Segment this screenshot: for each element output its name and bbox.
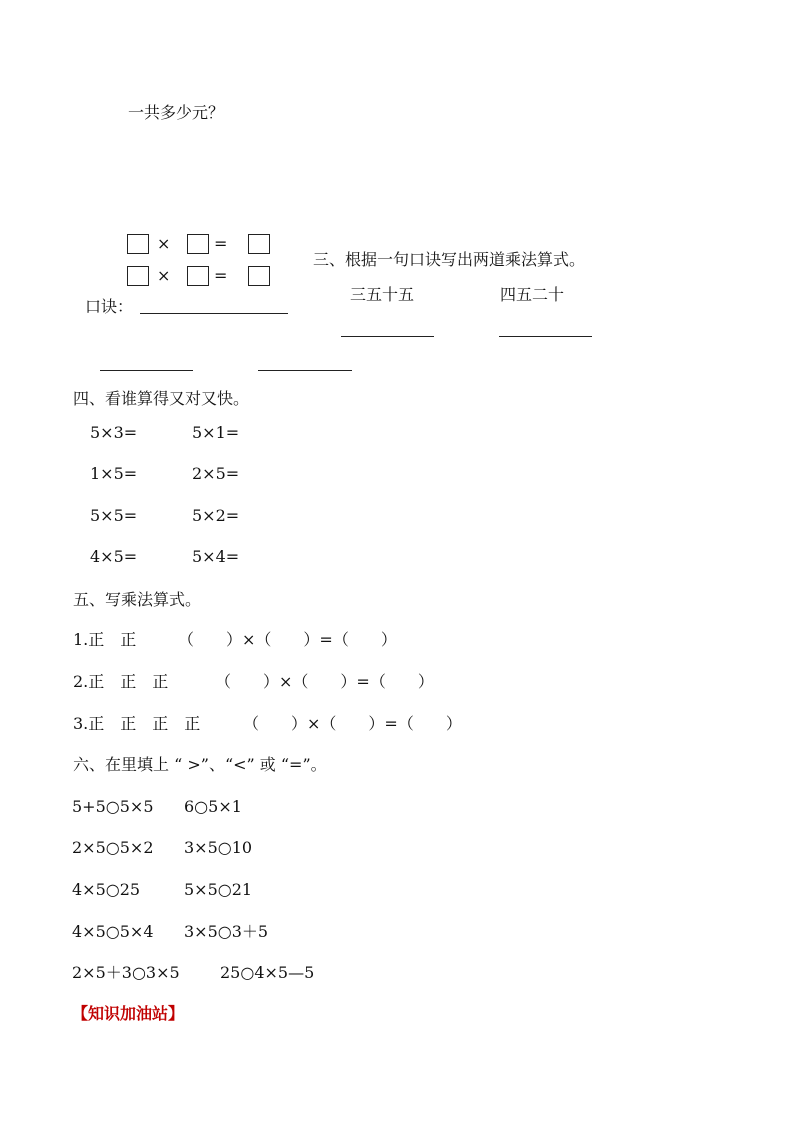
question-text: 一共多少元？ [128, 103, 225, 122]
tally-label: 2.正 正 正 [73, 672, 169, 691]
tally-expression: （ ）×（ ）=（ ） [178, 630, 397, 649]
answer-line[interactable] [341, 336, 434, 337]
blank-box[interactable] [187, 234, 209, 254]
calc-item: 1×5= [90, 464, 138, 483]
tally-expression: （ ）×（ ）=（ ） [243, 714, 462, 733]
section5-title: 五、写乘法算式。 [73, 590, 202, 609]
compare-item: 25○4×5—5 [220, 963, 315, 982]
section4-title: 四、看谁算得又对又快。 [73, 389, 250, 408]
compare-item: 2×5○5×2 [72, 838, 154, 857]
compare-item: 3×5○3＋5 [184, 922, 269, 941]
compare-item: 5×5○21 [184, 880, 253, 899]
calc-item: 4×5= [90, 547, 138, 566]
knowledge-heading: 【知识加油站】 [72, 1004, 185, 1023]
koujue-2: 四五二十 [500, 285, 565, 304]
times-sign: × [157, 266, 171, 285]
answer-line[interactable] [499, 336, 592, 337]
answer-line[interactable] [258, 370, 352, 371]
tally-label: 3.正 正 正 正 [73, 714, 201, 733]
times-sign: × [157, 234, 171, 253]
compare-item: 4×5○5×4 [72, 922, 154, 941]
compare-item: 3×5○10 [184, 838, 253, 857]
answer-line[interactable] [100, 370, 193, 371]
compare-item: 4×5○25 [72, 880, 141, 899]
compare-item: 6○5×1 [184, 797, 242, 816]
blank-box[interactable] [248, 266, 270, 286]
compare-item: 2×5＋3○3×5 [72, 963, 180, 982]
tally-label: 1.正 正 [73, 630, 137, 649]
equals-sign: = [214, 234, 228, 253]
koujue-1: 三五十五 [350, 285, 415, 304]
blank-box[interactable] [127, 266, 149, 286]
calc-item: 5×1= [192, 423, 240, 442]
answer-line[interactable] [140, 313, 288, 314]
calc-item: 5×3= [90, 423, 138, 442]
blank-box[interactable] [127, 234, 149, 254]
calc-item: 2×5= [192, 464, 240, 483]
calc-item: 5×2= [192, 506, 240, 525]
koujue-label: 口诀： [85, 297, 134, 316]
blank-box[interactable] [187, 266, 209, 286]
tally-expression: （ ）×（ ）=（ ） [215, 672, 434, 691]
section3-title: 三、根据一句口诀写出两道乘法算式。 [313, 250, 586, 269]
section6-title: 六、在里填上 “ >”、“<” 或 “=”。 [73, 755, 327, 774]
equals-sign: = [214, 266, 228, 285]
calc-item: 5×4= [192, 547, 240, 566]
compare-item: 5+5○5×5 [72, 797, 154, 816]
calc-item: 5×5= [90, 506, 138, 525]
blank-box[interactable] [248, 234, 270, 254]
